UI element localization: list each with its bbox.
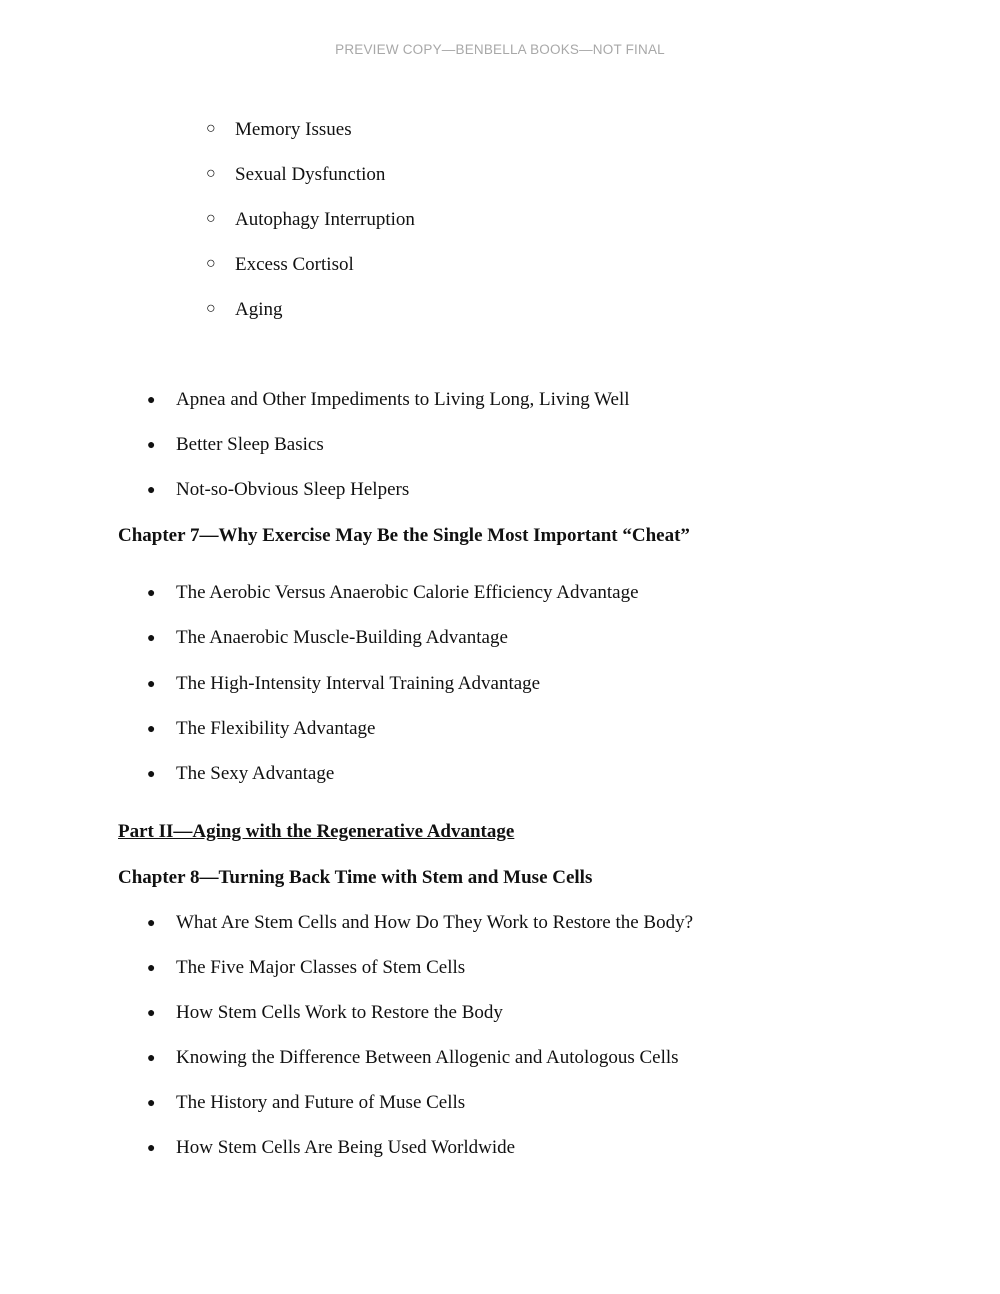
list-item-text: How Stem Cells Are Being Used Worldwide bbox=[176, 1137, 516, 1158]
list-item-text: Not-so-Obvious Sleep Helpers bbox=[176, 479, 410, 500]
list-item-text: Autophagy Interruption bbox=[235, 209, 415, 230]
list-item-text: Better Sleep Basics bbox=[176, 434, 324, 455]
list-item-text: Knowing the Difference Between Allogenic and Autologous Cells bbox=[176, 1047, 679, 1068]
part-2-heading: Part II—Aging with the Regenerative Advantage bbox=[118, 821, 515, 842]
list-item-text: Aging bbox=[235, 299, 283, 320]
list-item-text: The Aerobic Versus Anaerobic Calorie Efficiency Advantage bbox=[176, 582, 639, 603]
filled-bullet-icon: ● bbox=[147, 1051, 156, 1066]
filled-bullet-icon: ● bbox=[147, 1096, 156, 1111]
filled-bullet-icon: ● bbox=[147, 586, 156, 601]
filled-bullet-icon: ● bbox=[147, 767, 156, 782]
hollow-bullet-icon: ○ bbox=[206, 165, 216, 182]
list-item-text: The Sexy Advantage bbox=[176, 763, 335, 784]
list-item-text: The Five Major Classes of Stem Cells bbox=[176, 957, 466, 978]
hollow-bullet-icon: ○ bbox=[206, 300, 216, 317]
filled-bullet-icon: ● bbox=[147, 483, 156, 498]
filled-bullet-icon: ● bbox=[147, 1141, 156, 1156]
list-item-text: How Stem Cells Work to Restore the Body bbox=[176, 1002, 503, 1023]
hollow-bullet-icon: ○ bbox=[206, 210, 216, 227]
filled-bullet-icon: ● bbox=[147, 677, 156, 692]
filled-bullet-icon: ● bbox=[147, 393, 156, 408]
filled-bullet-icon: ● bbox=[147, 631, 156, 646]
list-item-text: The Anaerobic Muscle-Building Advantage bbox=[176, 627, 508, 648]
list-item-text: The Flexibility Advantage bbox=[176, 718, 376, 739]
list-item-text: Apnea and Other Impediments to Living Long, Living Well bbox=[176, 389, 630, 410]
filled-bullet-icon: ● bbox=[147, 1006, 156, 1021]
chapter-7-heading: Chapter 7—Why Exercise May Be the Single Most Important “Cheat” bbox=[118, 525, 690, 546]
list-item-text: Memory Issues bbox=[235, 119, 352, 140]
hollow-bullet-icon: ○ bbox=[206, 255, 216, 272]
chapter-8-heading: Chapter 8—Turning Back Time with Stem and Muse Cells bbox=[118, 867, 593, 888]
filled-bullet-icon: ● bbox=[147, 722, 156, 737]
hollow-bullet-icon: ○ bbox=[206, 120, 216, 137]
filled-bullet-icon: ● bbox=[147, 961, 156, 976]
preview-header: PREVIEW COPY—BENBELLA BOOKS—NOT FINAL bbox=[335, 42, 665, 57]
filled-bullet-icon: ● bbox=[147, 916, 156, 931]
list-item-text: The High-Intensity Interval Training Advantage bbox=[176, 673, 541, 694]
filled-bullet-icon: ● bbox=[147, 438, 156, 453]
list-item-text: The History and Future of Muse Cells bbox=[176, 1092, 466, 1113]
list-item-text: Excess Cortisol bbox=[235, 254, 354, 275]
list-item-text: What Are Stem Cells and How Do They Work to Restore the Body? bbox=[176, 912, 694, 933]
list-item-text: Sexual Dysfunction bbox=[235, 164, 386, 185]
